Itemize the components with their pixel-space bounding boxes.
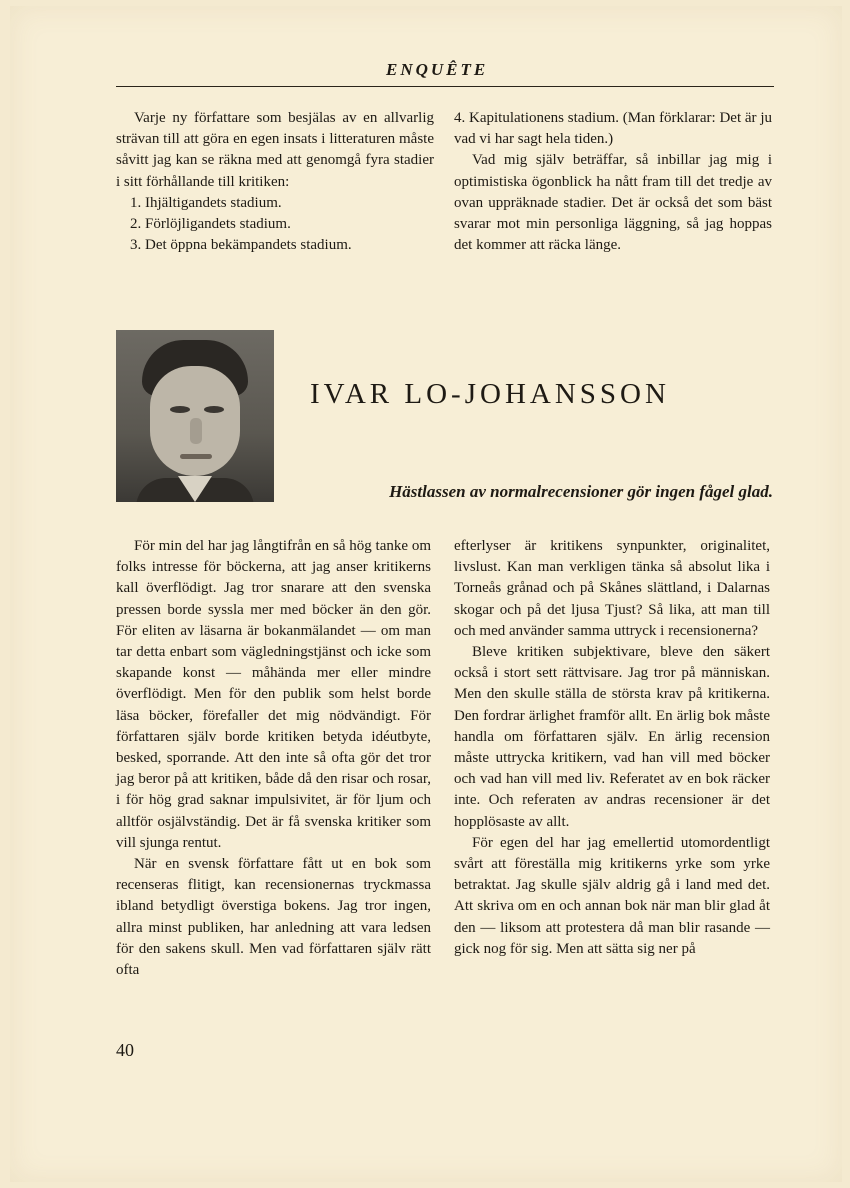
body-paragraph: Bleve kritiken subjektivare, bleve den säkert också i stort sett rättvisare. Jag tror på människan. Men den skulle ställa de största krav på kritikerna. Den fordrar ärlighet framför allt. En ärlig bok måste handla om författaren själv. En ärlig recension måste uttrycka kritikern, vad han vill med böcker och vad han vill med liv. Referatet av en bok räcker inte. Och referaten av andras recensioner är det hopplösaste av allt.	[454, 644, 770, 830]
header-rule	[116, 86, 774, 87]
intro-conclusion-paragraph: Vad mig själv beträffar, så inbillar jag mig i optimistiska ögonblick ha nått fram till det tredje av ovan uppräknade stadier. Det är också det som bäst svarar mot min personliga läggning, så jag hoppas det kommer att räcka länge.	[454, 152, 772, 254]
body-paragraph: För min del har jag långtifrån en så hög tanke om folks intresse för böckerna, att jag anser kritikerns kall överflödigt. Jag tror snarare att den svenska pressen borde syssla mer med böcker än den gör. För eliten av läsarna är bokanmälandet — om man tar detta enbart som vägledningstjänst och icke som skapande konst — måhända mer eller mindre överflödigt. Men för den publik som helst borde läsa böcker, förefaller det mig nödvändigt. För författaren själv borde kritiken betyda idéutbyte, besked, sporrande. Att den inte så ofta gör det tror jag beror på att kritiken, både då den risar och rosar, i för hög grad saknar impulsivitet, är för ljum och alltför osjälvständig. Det är få svenska kritiker som vill sjunga rentut.	[116, 538, 431, 851]
running-header: ENQUÊTE	[386, 60, 489, 79]
body-right-column	[454, 536, 770, 960]
body-paragraph: efterlyser är kritikens synpunkter, originalitet, livslust. Kan man verkligen tänka så absolut lika i Torneås grånad och på Skånes slättland, i Dalarnas skogar och på det ljusa Tjust? Så lika, att man till och med använder samma uttryck i recensionerna?	[454, 538, 770, 639]
stage-list-item: 2. Förlöjligandets stadium.	[130, 216, 291, 233]
stage-list-item: 4. Kapitulationens stadium. (Man förklarar: Det är ju vad vi har sagt hela tiden.)	[454, 110, 772, 148]
intro-right-column	[454, 108, 772, 256]
page-number: 40	[116, 1040, 134, 1060]
author-portrait	[116, 330, 274, 502]
stage-list-item: 1. Ihjältigandets stadium.	[130, 194, 282, 211]
body-paragraph: När en svensk författare fått ut en bok som recenseras flitigt, kan recensionernas tryckmassa ibland betydligt överstiga bokens. Jag tror ingen, allra minst publiken, har anledning att vara ledsen för den sakens skull. Men vad författaren själv rätt ofta	[116, 856, 431, 979]
intro-paragraph: Varje ny författare som besjälas av en allvarlig strävan till att göra en egen insats i litteraturen måste såvitt jag kan se räkna med att genomgå fyra stadier i sitt förhållande till kritiken:	[116, 110, 434, 190]
stage-list-item: 3. Det öppna bekämpandets stadium.	[130, 237, 352, 254]
author-name: IVAR LO-JOHANSSON	[310, 378, 670, 410]
body-paragraph: För egen del har jag emellertid utomordentligt svårt att föreställa mig kritikerns yrke som yrke betraktat. Jag skulle själv aldrig gå i land med det. Att skriva om en och annan bok när man blir glad åt den — liksom att protestera då man blir rasande — gick nog för sig. Men att sätta sig ner på	[454, 834, 770, 957]
body-left-column	[116, 536, 431, 981]
intro-left-column	[116, 108, 434, 256]
article-subtitle: Hästlassen av normalrecensioner gör ingen fågel glad.	[389, 482, 773, 501]
